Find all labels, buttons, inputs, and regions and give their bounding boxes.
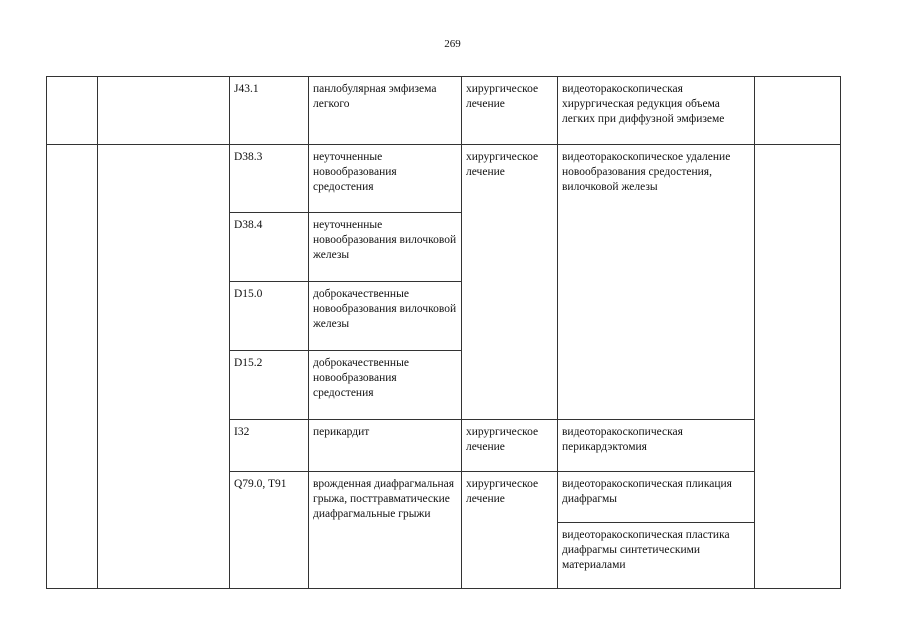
method-cell: видеоторакоскопическая пликация диафрагмы [558,472,755,523]
method-cell: видеоторакоскопическая перикардэктомия [558,420,755,472]
empty-cell [755,145,841,589]
empty-cell [755,77,841,145]
code-cell: D15.2 [230,351,309,420]
method-cell: видеоторакоскопическая пластика диафрагмы синтетическими материалами [558,523,755,589]
treatment-cell: хирургическое лечение [462,77,558,145]
diagnosis-cell: врожденная диафрагмальная грыжа, посттравматические диафрагмальные грыжи [309,472,462,589]
code-cell: Q79.0, T91 [230,472,309,589]
empty-cell [47,77,98,145]
diagnosis-cell: неуточненные новообразования средостения [309,145,462,213]
empty-cell [98,77,230,145]
empty-cell [98,145,230,589]
diagnosis-cell: доброкачественные новообразования вилочковой железы [309,282,462,351]
diagnosis-cell: панлобулярная эмфизема легкого [309,77,462,145]
treatment-cell: хирургическое лечение [462,145,558,420]
table-row [47,145,841,213]
code-cell: D38.4 [230,213,309,282]
table-row [47,77,841,145]
method-cell: видеоторакоскопическая хирургическая редукция объема легких при диффузной эмфиземе [558,77,755,145]
medical-care-table [46,76,841,589]
code-cell: J43.1 [230,77,309,145]
code-cell: I32 [230,420,309,472]
treatment-cell: хирургическое лечение [462,472,558,589]
method-cell: видеоторакоскопическое удаление новообразования средостения, вилочковой железы [558,145,755,420]
treatment-cell: хирургическое лечение [462,420,558,472]
diagnosis-cell: доброкачественные новообразования средостения [309,351,462,420]
page-number: 269 [444,38,461,50]
code-cell: D15.0 [230,282,309,351]
diagnosis-cell: неуточненные новообразования вилочковой железы [309,213,462,282]
empty-cell [47,145,98,589]
diagnosis-cell: перикардит [309,420,462,472]
code-cell: D38.3 [230,145,309,213]
